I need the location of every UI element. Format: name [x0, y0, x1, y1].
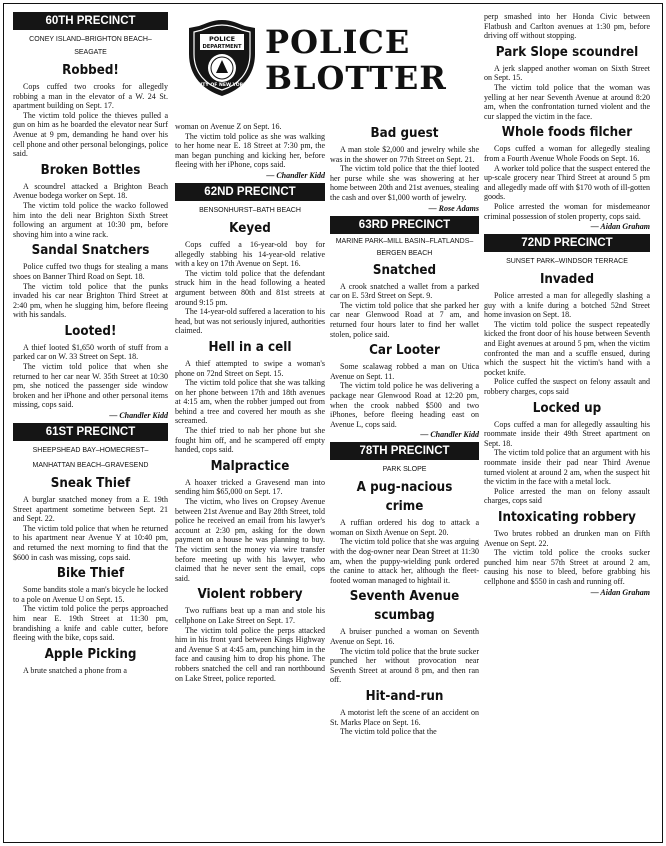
- story-paragraph: The thief tried to nab her phone but she fought him off, and he scampered off empty handed, cops said.: [175, 426, 325, 455]
- story-headline: Invaded: [539, 272, 595, 288]
- story-paragraph: woman on Avenue Z on Sept. 16.: [175, 122, 282, 131]
- precinct-heading: 62ND PRECINCT: [175, 183, 325, 201]
- byline: — Chandler Kidd: [420, 430, 479, 440]
- story-headline: Bad guest: [370, 126, 439, 141]
- story-headline: Sandal Snatchers: [31, 243, 150, 259]
- story-paragraph: The victim told police that she was arguing with the dog-owner near Dean Street at 11:30 am, when the puppy-wielding punk ordered the canine to attack her, although the fleet-footed woman managed to hightail it.: [330, 537, 479, 585]
- precinct-heading: 61ST PRECINCT: [13, 423, 168, 441]
- column-1: [13, 12, 168, 836]
- story-headline: Hit-and-run: [365, 689, 444, 704]
- story-paragraph: The victim told police that the punks invaded his car near Brighton Third Street at 2:40 pm, when he slugging him, before fleeing with his sandals.: [13, 281, 168, 320]
- story-headline: Robbed!: [62, 63, 119, 78]
- story-headline: Bike Thief: [56, 566, 125, 582]
- byline: — Aidan Graham: [590, 222, 650, 232]
- story-paragraph: Police arrested the man on felony assault charges, cops said: [484, 486, 650, 506]
- story-paragraph: The victim told police he was delivering a package near Glenwood Road at 12:20 pm, when the crook nabbed $500 and two iPhones, before fleeing heading east on Avenue L, cops said.: [330, 381, 479, 429]
- newspaper-page: [3, 3, 663, 843]
- police-badge-icon: [185, 18, 259, 98]
- precinct-area: CONEY ISLAND–BRIGHTON BEACH–SEAGATE: [29, 36, 152, 56]
- story-headline: Broken Bottles: [40, 162, 141, 178]
- story-headline: Intoxicating robbery: [498, 509, 636, 525]
- story-headline: Car Looter: [369, 343, 440, 359]
- story-paragraph: Two ruffians beat up a man and stole his cellphone on Lake Street on Sept. 17.: [175, 606, 325, 625]
- precinct-area: MARINE PARK–MILL BASIN–FLATLANDS–: [335, 237, 474, 245]
- story-paragraph: A bruiser punched a woman on Seventh Avenue on Sept. 16.: [330, 627, 479, 647]
- story-paragraph: The victim told police that the: [340, 727, 437, 737]
- story-paragraph: The victim told police as she was walking to her home near E. 18 Street at 7:30 pm, the man began punching and kicking her, before fleeing with her iPhone, cops said.: [175, 131, 325, 170]
- column-4: [484, 12, 650, 836]
- story-headline: Hell in a cell: [208, 339, 292, 355]
- precinct-area: SHEEPSHEAD BAY–HOMECREST–: [32, 447, 149, 455]
- story-headline: Keyed: [229, 220, 271, 236]
- story-paragraph: The victim told police that an argument with his roommate inside their pad near Third Avenue turned violent at around 2 am, when the suspect hit the victim in the face with a metal lock.: [484, 448, 650, 487]
- byline: — Chandler Kidd: [266, 170, 325, 180]
- precinct-area: SUNSET PARK–WINDSOR TERRACE: [506, 258, 628, 266]
- title-line-1: POLICE: [265, 23, 411, 61]
- story-headline: Malpractice: [210, 458, 290, 474]
- story-headline: A pug-nacious crime: [356, 480, 453, 515]
- story-paragraph: A thief attempted to swipe a woman's phone on 72nd Street on Sept. 15.: [175, 358, 325, 378]
- title-line-2: BLOTTER: [265, 59, 447, 97]
- page-title: [265, 24, 481, 96]
- story-headline: Park Slope scoundrel: [495, 44, 639, 60]
- story-paragraph: The victim told police the perps attacked him in his front yard between Kings Highway and Avenue S at 4:45 am, punching him in the face and causing him to drop his phone. The robbers snatched the cell and ran northbound on Lake Street, police reported.: [175, 625, 325, 683]
- story-paragraph: The victim told police the suspect repeatedly kicked the front door of his house between Seventh and Eight avenues at around 5 pm, when the victim confronted the man and a scuffle ensued, during which the suspect hit the victim's hand with a pocket knife.: [484, 319, 650, 377]
- story-paragraph: The victim told police that the brute sucker punched her without provocation near Seventh Street at around 8 pm, and then ran off.: [330, 646, 479, 685]
- precinct-area: MANHATTAN BEACH–GRAVESEND: [32, 462, 149, 470]
- story-paragraph: The victim told police that the defendant struck him in the head following a heated argument between 80th and 81st streets at around 9:15 pm.: [175, 268, 325, 307]
- story-paragraph: Cops cuffed a man for allegedly assaulting his roommate inside their 49th Street apartment on Sept. 18.: [484, 419, 650, 448]
- byline: — Chandler Kidd: [109, 411, 168, 421]
- precinct-heading: 72ND PRECINCT: [484, 234, 650, 252]
- story-paragraph: A crook snatched a wallet from a parked car on E. 53rd Street on Sept. 9.: [330, 281, 479, 301]
- story-paragraph: The victim told police that when she returned to her car near W. 35th Street at 10:30 pm, she noticed the passenger side window broken and her iPhone and other personal items missing, cops said.: [13, 362, 168, 410]
- column-3: [330, 122, 479, 836]
- precinct-area: PARK SLOPE: [382, 466, 427, 474]
- precinct-area: BERGEN BEACH: [376, 249, 433, 257]
- story-paragraph: Cops cuffed two crooks for allegedly robbing a man in the elevator of a W. 24 St. apartment building on Sept. 17.: [13, 82, 168, 111]
- story-paragraph: Cops cuffed a woman for allegedly stealing from a Fourth Avenue Whole Foods on Sept. 16.: [484, 144, 650, 163]
- story-paragraph: A scoundrel attacked a Brighton Beach Avenue bodega worker on Sept. 18.: [13, 181, 168, 201]
- story-paragraph: The victim told police that the woman was yelling at her near Seventh Avenue at around 8:20 am, when the confrontation turned violent and the cur slapped the victim in the face.: [484, 82, 650, 121]
- story-paragraph: Police cuffed two thugs for stealing a mans shoes on Banner Third Road on Sept. 18.: [13, 262, 168, 281]
- story-headline: Seventh Avenue: [349, 589, 460, 605]
- story-paragraph: The victim told police the perps approached him near E. 19th Street at 11:30 pm, brandishing a knife and cable cutter, before fleeing with the bike, cops said.: [13, 604, 168, 643]
- story-paragraph: Police arrested the woman for misdemeanor criminal possession of stolen property, cops said.: [484, 201, 650, 221]
- story-paragraph: Two brutes robbed an drunken man on Fifth Avenue on Sept. 22.: [484, 528, 650, 548]
- story-paragraph: The victim told police that when he returned to his apartment near Avenue Y at 10:40 pm, and returned the next morning to find that the $600 in cash was missing, cops said.: [13, 523, 168, 562]
- story-paragraph: perp smashed into her Honda Civic between Flatbush and Carlton avenues at 1:30 pm, before driving off without stopping.: [484, 12, 650, 41]
- story-paragraph: A hoaxer tricked a Gravesend man into sending him $65,000 on Sept. 17.: [175, 477, 325, 497]
- story-paragraph: A thief looted $1,650 worth of stuff from a parked car on W. 33 Street on Sept. 18.: [13, 342, 168, 362]
- story-paragraph: A brute snatched a phone from a: [23, 665, 127, 675]
- story-paragraph: A ruffian ordered his dog to attack a woman on Sixth Avenue on Sept. 20.: [330, 518, 479, 537]
- badge-top-text: POLICE: [208, 35, 236, 43]
- story-paragraph: A motorist left the scene of an accident on St. Marks Place on Sept. 16.: [330, 708, 479, 727]
- story-paragraph: The 14-year-old suffered a laceration to his head, but was not seriously injured, authorities claimed.: [175, 307, 325, 336]
- story-headline: Violent robbery: [197, 587, 303, 603]
- story-paragraph: Police cuffed the suspect on felony assault and robbery charges, cops said: [484, 377, 650, 397]
- story-paragraph: The victim told police the crooks sucker punched him near 57th Street at around 2 am, causing his nose to bleed, before grabbing his cellphone and $550 in cash and running off.: [484, 548, 650, 586]
- story-paragraph: The victim told police that she was talking on her phone between 17th and 18th avenues at 4:15 am, when the robber jumped out from behind a tree and covered her mouth as she screamed.: [175, 378, 325, 426]
- story-headline: Whole foods filcher: [501, 125, 633, 141]
- story-paragraph: The victim told police that the thief looted her purse while she was showering at her home between 20th and 21st avenues, stealing the cash and over $1,000 worth of jewelry.: [330, 164, 479, 202]
- byline: — Rose Adams: [428, 203, 479, 213]
- precinct-heading: 60TH PRECINCT: [13, 12, 168, 30]
- story-paragraph: Some bandits stole a man's bicycle he locked to a pole on Avenue U on Sept. 15.: [13, 585, 168, 604]
- byline: — Aidan Graham: [590, 587, 650, 597]
- story-headline: Locked up: [532, 400, 602, 416]
- badge-bottom-text: CITY OF NEW YORK: [197, 83, 247, 88]
- precinct-heading: 78TH PRECINCT: [330, 442, 479, 460]
- story-headline: Looted!: [64, 323, 117, 339]
- precinct-area: BENSONHURST–BATH BEACH: [199, 206, 301, 214]
- story-headline: Apple Picking: [44, 646, 137, 662]
- story-headline: Snatched: [372, 262, 437, 278]
- story-paragraph: A worker told police that the suspect entered the up-scale grocery near Third Street at around 5 pm and allegedly made off with $170 woth of ill-gotten goods.: [484, 163, 650, 202]
- story-paragraph: The victim told police the thieves pulled a gun on him as he boarded the elevator near Surf Avenue at 9 pm, demanding he hand over his cell phone and other personal belongings, police said.: [13, 110, 168, 159]
- story-paragraph: Some scalawag robbed a man on Utica Avenue on Sept. 11.: [330, 362, 479, 381]
- column-2: [175, 122, 325, 836]
- story-paragraph: A burglar snatched money from a E. 19th Street apartment sometime between Sept. 21 and Sept. 22.: [13, 495, 168, 524]
- masthead: [175, 18, 479, 100]
- story-paragraph: Cops cuffed a 16-year-old boy for allegedly stabbing his 14-year-old relative with a key on 17th Avenue on Sept. 16.: [175, 239, 325, 269]
- story-paragraph: A jerk slapped another woman on Sixth Street on Sept. 15.: [484, 63, 650, 83]
- badge-mid-text: DEPARTMENT: [202, 44, 242, 50]
- story-headline: Sneak Thief: [50, 476, 131, 492]
- story-headline: scumbag: [374, 608, 435, 624]
- story-paragraph: A man stole $2,000 and jewelry while she was in the shower on 77th Street on Sept. 21.: [330, 145, 479, 164]
- story-paragraph: The victim, who lives on Cropsey Avenue between 21st Avenue and Bay 28th Street, told police he received an email from his lawyer's account at 2:30 pm, asking for the down payment on a house he was planning to buy. The victim sent the money via wire transfer before meeting up with his lawyer, who claimed that he never sent the email, cops said.: [175, 497, 325, 583]
- story-paragraph: The victim told police the wacko followed him into the deli near Brighton Sixth Street following an argument at 10:30 pm, before shoving him into a wine rack.: [13, 200, 168, 239]
- story-paragraph: Police arrested a man for allegedly slashing a guy with a knife during a botched 52nd Street home invasion on Sept. 18.: [484, 291, 650, 320]
- story-paragraph: The victim told police that she parked her car near Glenwood Road at 7 am, and returned four hours later to find her wallet stolen, police said.: [330, 300, 479, 339]
- precinct-heading: 63RD PRECINCT: [330, 216, 479, 234]
